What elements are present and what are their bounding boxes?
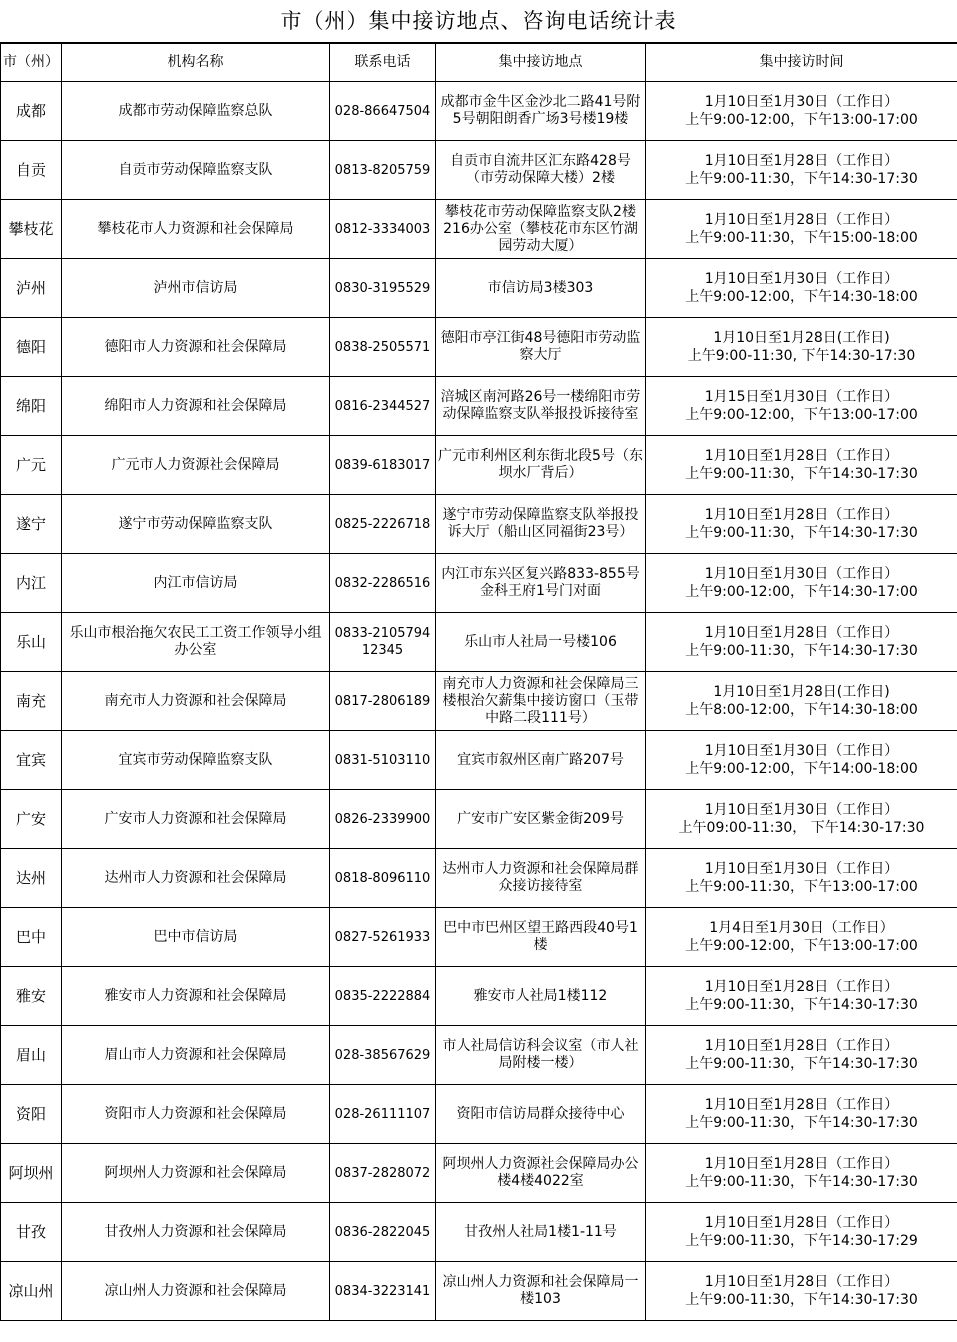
phone-cell: 0831-5103110 — [330, 731, 436, 790]
office-hours: 上午9:00-11:30，下午13:00-17:00 — [685, 879, 918, 895]
table-row — [1, 1203, 957, 1262]
city-cell: 阿坝州 — [1, 1144, 62, 1203]
address-cell: 攀枝花市劳动保障监察支队2楼216办公室（攀枝花市东区竹湖园劳动大厦） — [436, 200, 646, 259]
office-hours: 上午9:00-11:30, 下午14:30-17:30 — [687, 348, 916, 364]
org-cell: 资阳市人力资源和社会保障局 — [62, 1085, 330, 1144]
date-range: 1月10日至1月28日（工作日） — [704, 1215, 899, 1231]
phone-cell: 0832-2286516 — [330, 554, 436, 613]
table-row — [1, 967, 957, 1026]
office-hours: 上午9:00-12:00，下午13:00-17:00 — [685, 938, 918, 954]
address-cell: 成都市金牛区金沙北二路41号附5号朝阳朗香广场3号楼19楼 — [436, 82, 646, 141]
address-cell: 甘孜州人社局1楼1-11号 — [436, 1203, 646, 1262]
time-cell — [646, 1144, 957, 1203]
city-cell: 南充 — [1, 672, 62, 731]
date-range: 1月10日至1月30日（工作日） — [704, 743, 899, 759]
city-cell: 内江 — [1, 554, 62, 613]
address-cell: 涪城区南河路26号一楼绵阳市劳动保障监察支队举报投诉接待室 — [436, 377, 646, 436]
date-range: 1月10日至1月30日（工作日） — [704, 271, 899, 287]
phone-cell: 0817-2806189 — [330, 672, 436, 731]
org-cell: 成都市劳动保障监察总队 — [62, 82, 330, 141]
table-row — [1, 790, 957, 849]
date-range: 1月15日至1月30日（工作日） — [704, 389, 899, 405]
office-hours: 上午9:00-12:00，下午13:00-17:00 — [685, 407, 918, 423]
time-cell — [646, 790, 957, 849]
table-row — [1, 141, 957, 200]
phone-cell: 0812-3334003 — [330, 200, 436, 259]
date-range: 1月10日至1月28日（工作日） — [704, 1038, 899, 1054]
office-hours: 上午9:00-11:30，下午14:30-17:30 — [685, 997, 918, 1013]
address-cell: 德阳市亭江街48号德阳市劳动监察大厅 — [436, 318, 646, 377]
city-cell: 甘孜 — [1, 1203, 62, 1262]
date-range: 1月10日至1月28日(工作日) — [713, 684, 890, 700]
org-cell: 凉山州人力资源和社会保障局 — [62, 1262, 330, 1321]
address-cell: 达州市人力资源和社会保障局群众接访接待室 — [436, 849, 646, 908]
date-range: 1月10日至1月28日（工作日） — [704, 1156, 899, 1172]
date-range: 1月10日至1月28日（工作日） — [704, 1274, 899, 1290]
address-cell: 市信访局3楼303 — [436, 259, 646, 318]
city-cell: 眉山 — [1, 1026, 62, 1085]
office-hours: 上午9:00-11:30，下午14:30-17:30 — [685, 1292, 918, 1308]
date-range: 1月10日至1月28日（工作日） — [704, 625, 899, 641]
date-range: 1月10日至1月28日（工作日） — [704, 153, 899, 169]
table-row — [1, 1026, 957, 1085]
office-hours: 上午9:00-11:30，下午14:30-17:29 — [685, 1233, 918, 1249]
city-cell: 广元 — [1, 436, 62, 495]
table-row — [1, 849, 957, 908]
time-cell — [646, 849, 957, 908]
address-cell: 内江市东兴区复兴路833-855号金科王府1号门对面 — [436, 554, 646, 613]
table-row — [1, 672, 957, 731]
address-cell: 巴中市巴州区望王路西段40号1楼 — [436, 908, 646, 967]
office-hours: 上午9:00-11:30，下午14:30-17:30 — [685, 643, 918, 659]
header-row — [1, 44, 957, 82]
phone-cell: 0835-2222884 — [330, 967, 436, 1026]
time-cell — [646, 318, 957, 377]
header-city: 市（州） — [1, 44, 62, 82]
header-address: 集中接访地点 — [436, 44, 646, 82]
date-range: 1月4日至1月30日（工作日） — [709, 920, 894, 936]
org-cell: 甘孜州人力资源和社会保障局 — [62, 1203, 330, 1262]
city-cell: 广安 — [1, 790, 62, 849]
address-cell: 南充市人力资源和社会保障局三楼根治欠薪集中接访窗口（玉带中路二段111号） — [436, 672, 646, 731]
office-hours: 上午8:00-12:00，下午14:30-18:00 — [685, 702, 918, 718]
office-hours: 上午9:00-11:30，下午15:00-18:00 — [685, 230, 918, 246]
phone-cell: 028-86647504 — [330, 82, 436, 141]
org-cell: 宜宾市劳动保障监察支队 — [62, 731, 330, 790]
time-cell — [646, 82, 957, 141]
phone-cell: 0837-2828072 — [330, 1144, 436, 1203]
city-cell: 德阳 — [1, 318, 62, 377]
time-cell — [646, 967, 957, 1026]
table-row — [1, 1262, 957, 1321]
date-range: 1月10日至1月28日（工作日） — [704, 979, 899, 995]
org-cell: 广元市人力资源社会保障局 — [62, 436, 330, 495]
phone-cell: 0838-2505571 — [330, 318, 436, 377]
phone-cell: 0818-8096110 — [330, 849, 436, 908]
city-cell: 资阳 — [1, 1085, 62, 1144]
date-range: 1月10日至1月30日（工作日） — [704, 94, 899, 110]
office-hours: 上午9:00-11:30，下午14:30-17:30 — [685, 171, 918, 187]
date-range: 1月10日至1月28日(工作日) — [713, 330, 890, 346]
city-cell: 达州 — [1, 849, 62, 908]
address-cell: 宜宾市叙州区南广路207号 — [436, 731, 646, 790]
office-hours: 上午9:00-12:00，下午14:00-18:00 — [685, 761, 918, 777]
time-cell — [646, 259, 957, 318]
time-cell — [646, 495, 957, 554]
table-row — [1, 613, 957, 672]
date-range: 1月10日至1月30日（工作日） — [704, 566, 899, 582]
time-cell — [646, 672, 957, 731]
org-cell: 眉山市人力资源和社会保障局 — [62, 1026, 330, 1085]
org-cell: 绵阳市人力资源和社会保障局 — [62, 377, 330, 436]
phone-cell: 0827-5261933 — [330, 908, 436, 967]
time-cell — [646, 1262, 957, 1321]
time-cell — [646, 908, 957, 967]
phone-cell: 0834-3223141 — [330, 1262, 436, 1321]
phone-cell: 0816-2344527 — [330, 377, 436, 436]
time-cell — [646, 141, 957, 200]
office-hours: 上午9:00-12:00，下午13:00-17:00 — [685, 112, 918, 128]
org-cell: 遂宁市劳动保障监察支队 — [62, 495, 330, 554]
city-cell: 遂宁 — [1, 495, 62, 554]
table-row — [1, 259, 957, 318]
time-cell — [646, 731, 957, 790]
table-row — [1, 200, 957, 259]
address-cell: 自贡市自流井区汇东路428号（市劳动保障大楼）2楼 — [436, 141, 646, 200]
table-row — [1, 731, 957, 790]
org-cell: 泸州市信访局 — [62, 259, 330, 318]
org-cell: 德阳市人力资源和社会保障局 — [62, 318, 330, 377]
office-hours: 上午09:00-11:30， 下午14:30-17:30 — [678, 820, 925, 836]
address-cell: 市人社局信访科会议室（市人社局附楼一楼） — [436, 1026, 646, 1085]
time-cell — [646, 1085, 957, 1144]
phone-cell: 0836-2822045 — [330, 1203, 436, 1262]
address-cell: 雅安市人社局1楼112 — [436, 967, 646, 1026]
date-range: 1月10日至1月28日（工作日） — [704, 212, 899, 228]
office-hours: 上午9:00-11:30，下午14:30-17:30 — [685, 1115, 918, 1131]
phone-cell: 028-38567629 — [330, 1026, 436, 1085]
header-time: 集中接访时间 — [646, 44, 957, 82]
office-hours: 上午9:00-12:00，下午14:30-17:00 — [685, 584, 918, 600]
phone-cell: 028-26111107 — [330, 1085, 436, 1144]
table-title: 市（州）集中接访地点、咨询电话统计表 — [0, 0, 957, 43]
phone-cell: 0813-8205759 — [330, 141, 436, 200]
header-org: 机构名称 — [62, 44, 330, 82]
office-hours: 上午9:00-11:30，下午14:30-17:30 — [685, 466, 918, 482]
table-row — [1, 318, 957, 377]
phone-cell: 0830-3195529 — [330, 259, 436, 318]
phone-cell: 0833-2105794 12345 — [330, 613, 436, 672]
table-row — [1, 1144, 957, 1203]
table-row — [1, 82, 957, 141]
city-cell: 凉山州 — [1, 1262, 62, 1321]
phone-cell: 0825-2226718 — [330, 495, 436, 554]
office-hours: 上午9:00-11:30，下午14:30-17:30 — [685, 1056, 918, 1072]
city-cell: 巴中 — [1, 908, 62, 967]
city-cell: 乐山 — [1, 613, 62, 672]
org-cell: 广安市人力资源和社会保障局 — [62, 790, 330, 849]
org-cell: 巴中市信访局 — [62, 908, 330, 967]
address-cell: 凉山州人力资源和社会保障局一楼103 — [436, 1262, 646, 1321]
table-row — [1, 436, 957, 495]
address-cell: 资阳市信访局群众接待中心 — [436, 1085, 646, 1144]
time-cell — [646, 613, 957, 672]
phone-cell: 0839-6183017 — [330, 436, 436, 495]
date-range: 1月10日至1月28日（工作日） — [704, 507, 899, 523]
city-cell: 雅安 — [1, 967, 62, 1026]
city-cell: 自贡 — [1, 141, 62, 200]
time-cell — [646, 436, 957, 495]
address-cell: 广安市广安区紫金街209号 — [436, 790, 646, 849]
city-cell: 攀枝花 — [1, 200, 62, 259]
city-cell: 泸州 — [1, 259, 62, 318]
time-cell — [646, 554, 957, 613]
address-cell: 遂宁市劳动保障监察支队举报投诉大厅（船山区同福街23号） — [436, 495, 646, 554]
org-cell: 雅安市人力资源和社会保障局 — [62, 967, 330, 1026]
time-cell — [646, 377, 957, 436]
org-cell: 攀枝花市人力资源和社会保障局 — [62, 200, 330, 259]
table-row — [1, 554, 957, 613]
phone-cell: 0826-2339900 — [330, 790, 436, 849]
table-row — [1, 495, 957, 554]
org-cell: 阿坝州人力资源和社会保障局 — [62, 1144, 330, 1203]
time-cell — [646, 200, 957, 259]
reception-table — [0, 43, 957, 1321]
address-cell: 阿坝州人力资源社会保障局办公楼4楼4022室 — [436, 1144, 646, 1203]
table-body — [1, 82, 957, 1321]
office-hours: 上午9:00-11:30，下午14:30-17:30 — [685, 1174, 918, 1190]
table-row — [1, 1085, 957, 1144]
org-cell: 自贡市劳动保障监察支队 — [62, 141, 330, 200]
org-cell: 达州市人力资源和社会保障局 — [62, 849, 330, 908]
office-hours: 上午9:00-12:00，下午14:30-18:00 — [685, 289, 918, 305]
date-range: 1月10日至1月30日（工作日） — [704, 802, 899, 818]
header-phone: 联系电话 — [330, 44, 436, 82]
time-cell — [646, 1026, 957, 1085]
city-cell: 成都 — [1, 82, 62, 141]
table-row — [1, 908, 957, 967]
date-range: 1月10日至1月28日（工作日） — [704, 1097, 899, 1113]
office-hours: 上午9:00-11:30，下午14:30-17:30 — [685, 525, 918, 541]
org-cell: 内江市信访局 — [62, 554, 330, 613]
city-cell: 绵阳 — [1, 377, 62, 436]
org-cell: 南充市人力资源和社会保障局 — [62, 672, 330, 731]
date-range: 1月10日至1月28日（工作日） — [704, 448, 899, 464]
time-cell — [646, 1203, 957, 1262]
address-cell: 广元市利州区利东街北段5号（东坝水厂背后） — [436, 436, 646, 495]
table-row — [1, 377, 957, 436]
date-range: 1月10日至1月30日（工作日） — [704, 861, 899, 877]
city-cell: 宜宾 — [1, 731, 62, 790]
address-cell: 乐山市人社局一号楼106 — [436, 613, 646, 672]
org-cell: 乐山市根治拖欠农民工工资工作领导小组办公室 — [62, 613, 330, 672]
